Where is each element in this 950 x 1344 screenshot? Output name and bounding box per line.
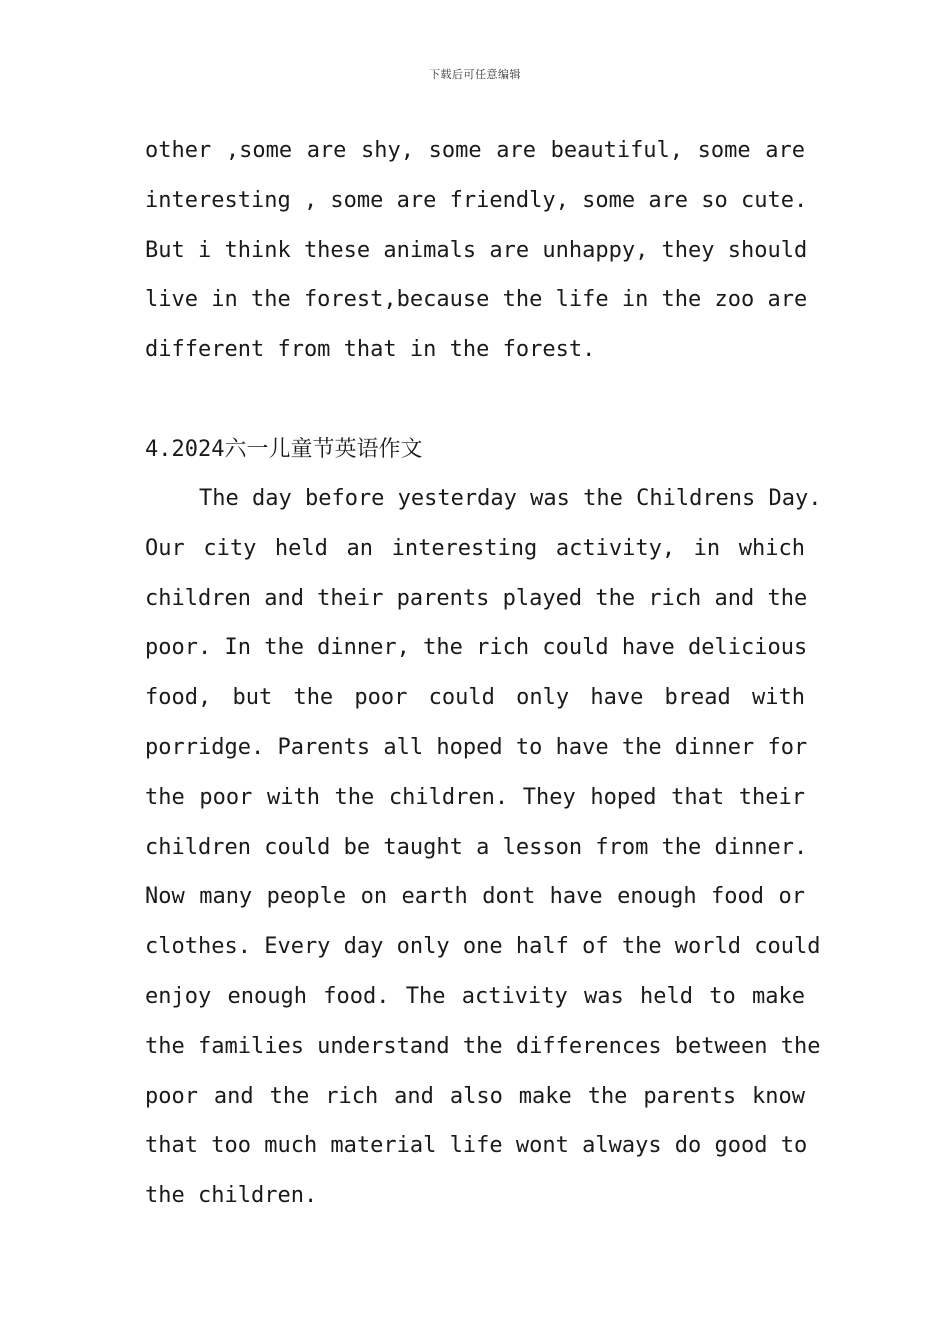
essay-paragraph [145, 474, 822, 1221]
text-line: enjoy enough food. The activity was held to make [145, 983, 805, 1009]
text-line: food, but the poor could only have bread with [145, 685, 805, 711]
text-line: live in the forest,because the life in the zoo are [145, 287, 808, 313]
section-heading: 4.2024六一儿童节英语作文 [145, 437, 423, 462]
text-line: Our city held an interesting activity, in which [145, 535, 805, 561]
text-line: children could be taught a lesson from the dinner. [145, 834, 808, 860]
text-line: interesting , some are friendly, some are so cute. [145, 187, 808, 213]
text-line: But i think these animals are unhappy, they should [145, 237, 808, 263]
text-line: the families understand the differences between the [145, 1033, 821, 1059]
text-line: clothes. Every day only one half of the world could [145, 934, 821, 960]
text-line: that too much material life wont always do good to [145, 1133, 808, 1159]
text-line: the children. [145, 1183, 318, 1209]
text-line: different from that in the forest. [145, 337, 596, 363]
header-note: 下载后可任意编辑 [429, 68, 521, 81]
text-line: poor. In the dinner, the rich could have delicious [145, 635, 808, 661]
text-line: porridge. Parents all hoped to have the dinner for [145, 734, 808, 760]
text-line: children and their parents played the rich and the [145, 585, 808, 611]
text-line: Now many people on earth dont have enough food or [145, 884, 805, 910]
text-line: other ,some are shy, some are beautiful, some are [145, 138, 805, 163]
paragraph-continued [145, 126, 808, 375]
text-line: the poor with the children. They hoped that their [145, 784, 805, 810]
text-line: poor and the rich and also make the parents know [145, 1083, 805, 1109]
text-line: The day before yesterday was the Childrens Day. [199, 486, 822, 511]
